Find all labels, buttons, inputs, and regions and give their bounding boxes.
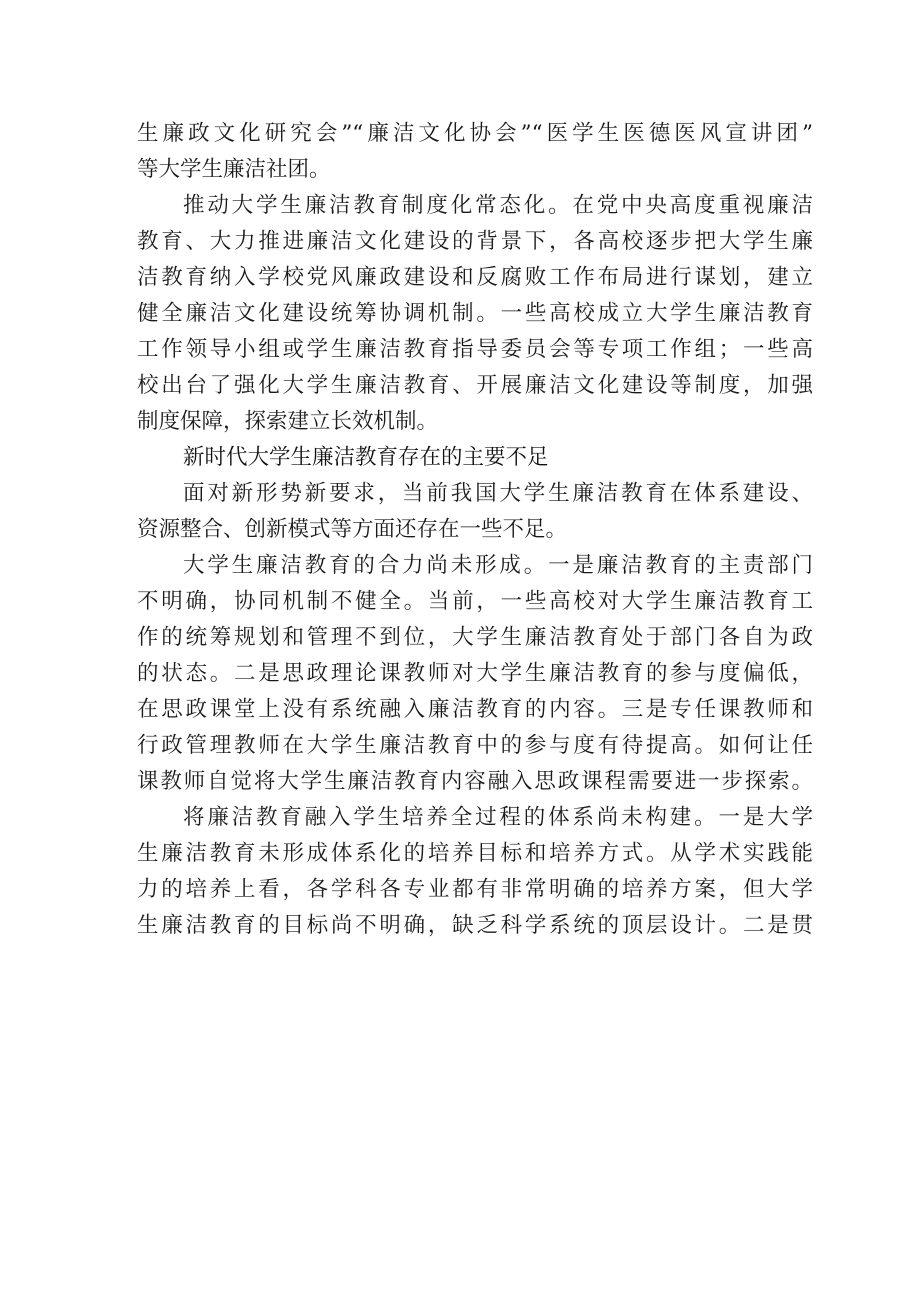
text-line: 教育、大力推进廉洁文化建设的背景下，各高校逐步把大学生廉 xyxy=(137,229,813,254)
text-line: 在思政课堂上没有系统融入廉洁教育的内容。三是专任课教师和 xyxy=(137,697,813,722)
text-line: 洁教育纳入学校党风廉政建设和反腐败工作布局进行谋划，建立 xyxy=(137,265,813,290)
text-line: 生廉洁教育的目标尚不明确，缺乏科学系统的顶层设计。二是贯 xyxy=(137,913,813,938)
text-line: 生廉政文化研究会”“廉洁文化协会”“医学生医德医风宣讲团” xyxy=(137,121,813,146)
paragraph xyxy=(137,548,813,800)
text-line: 行政管理教师在大学生廉洁教育中的参与度有待提高。如何让任 xyxy=(137,733,813,758)
text-line: 生廉洁教育未形成体系化的培养目标和培养方式。从学术实践能 xyxy=(137,841,813,866)
text-line: 大学生廉洁教育的合力尚未形成。一是廉洁教育的主责部门 xyxy=(183,553,813,578)
text-line: 不明确，协同机制不健全。当前，一些高校对大学生廉洁教育工 xyxy=(137,589,813,614)
text-line: 作的统筹规划和管理不到位，大学生廉洁教育处于部门各自为政 xyxy=(137,625,813,650)
text-line: 工作领导小组或学生廉洁教育指导委员会等专项工作组；一些高 xyxy=(137,337,813,362)
text-line: 课教师自觉将大学生廉洁教育内容融入思政课程需要进一步探索。 xyxy=(137,769,813,794)
text-line: 校出台了强化大学生廉洁教育、开展廉洁文化建设等制度，加强 xyxy=(137,373,813,398)
text-line: 资源整合、创新模式等方面还存在一些不足。 xyxy=(137,517,568,542)
text-line: 的状态。二是思政理论课教师对大学生廉洁教育的参与度偏低， xyxy=(137,661,813,686)
text-line: 面对新形势新要求，当前我国大学生廉洁教育在体系建设、 xyxy=(183,481,813,506)
text-line: 健全廉洁文化建设统筹协调机制。一些高校成立大学生廉洁教育 xyxy=(137,301,813,326)
paragraph xyxy=(137,476,813,548)
paragraph xyxy=(137,116,813,188)
text-line: 力的培养上看，各学科各专业都有非常明确的培养方案，但大学 xyxy=(137,877,813,902)
text-line: 将廉洁教育融入学生培养全过程的体系尚未构建。一是大学 xyxy=(183,805,813,830)
text-line: 制度保障，探索建立长效机制。 xyxy=(137,409,439,434)
document-body xyxy=(137,116,813,944)
section-heading: 新时代大学生廉洁教育存在的主要不足 xyxy=(183,445,549,470)
text-line: 等大学生廉洁社团。 xyxy=(137,157,331,182)
paragraph xyxy=(137,800,813,944)
text-line: 推动大学生廉洁教育制度化常态化。在党中央高度重视廉洁 xyxy=(183,193,813,218)
paragraph xyxy=(137,188,813,440)
